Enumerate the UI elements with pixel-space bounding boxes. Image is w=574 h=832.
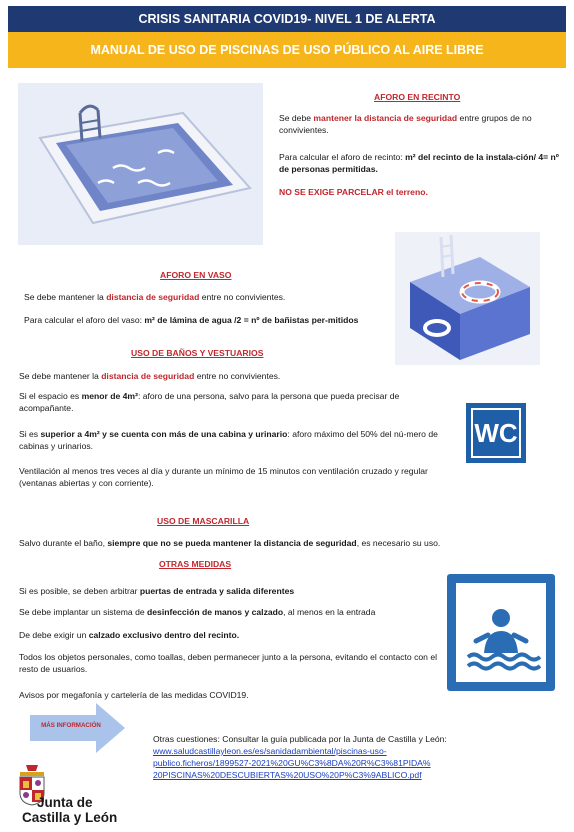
banos-text-2: Si el espacio es menor de 4m²: aforo de una persona, salvo para la persona que pueda precisar de acompañante. <box>19 391 400 414</box>
aforo-vaso-text-1: Se debe mantener la distancia de seguridad entre no convivientes. <box>24 292 286 302</box>
logo-text-line-2: Castilla y León <box>22 810 118 825</box>
wc-icon <box>466 403 526 463</box>
header-title-bar: CRISIS SANITARIA COVID19- NIVEL 1 DE ALERTA <box>8 6 566 32</box>
logo-text <box>22 795 117 825</box>
section-title-otras: OTRAS MEDIDAS <box>159 559 232 569</box>
banos-text-1: Se debe mantener la distancia de seguridad entre no convivientes. <box>19 371 281 381</box>
otras-text-5: Avisos por megafonía y cartelería de las medidas COVID19. <box>19 690 249 700</box>
otras-text-2: Se debe implantar un sistema de desinfección de manos y calzado, al menos en la entrada <box>19 607 376 617</box>
section-title-mascarilla: USO DE MASCARILLA <box>157 516 250 526</box>
guide-link[interactable] <box>153 745 553 782</box>
pool-illustration <box>18 83 263 245</box>
header-subtitle-bar: MANUAL DE USO DE PISCINAS DE USO PÚBLICO AL AIRE LIBRE <box>8 32 566 68</box>
footer-info-text: Otras cuestiones: Consultar la guía publicada por la Junta de Castilla y León: <box>153 734 447 744</box>
wc-icon-label: WC <box>471 408 521 458</box>
aforo-recinto-text-2: Para calcular el aforo de recinto: m² del recinto de la instala-ción/ 4= nº de personas permitidas. <box>279 152 559 175</box>
banos-text-4: Ventilación al menos tres veces al día y durante un mínimo de 15 minutos con ventilación cruzado y regular (ventanas abiertas y con corriente). <box>19 466 428 489</box>
more-info-arrow[interactable] <box>30 703 125 753</box>
otras-text-1: Si es posible, se deben arbitrar puertas de entrada y salida diferentes <box>19 586 295 596</box>
swimmer-icon <box>447 574 555 691</box>
section-title-banos: USO DE BAÑOS Y VESTUARIOS <box>131 348 264 358</box>
aforo-vaso-text-2: Para calcular el aforo del vaso: m² de lámina de agua /2 = nº de bañistas per-mitidos <box>24 315 359 325</box>
section-title-aforo-vaso: AFORO EN VASO <box>160 270 232 280</box>
otras-text-3: De debe exigir un calzado exclusivo dentro del recinto. <box>19 630 240 640</box>
more-info-label: MÁS INFORMACIÓN <box>41 722 101 729</box>
aforo-recinto-text-3: NO SE EXIGE PARCELAR el terreno. <box>279 187 428 197</box>
section-title-aforo-recinto: AFORO EN RECINTO <box>374 92 461 102</box>
guide-link-line-2: publico.ficheros/1899527-2021%20GU%C3%8DA%20R%C3%81PIDA% <box>153 758 431 769</box>
guide-link-line-1: www.saludcastillayleon.es/es/sanidadambiental/piscinas-uso- <box>153 746 387 756</box>
banos-text-3: Si es superior a 4m² y se cuenta con más de una cabina y urinario: aforo máximo del 50% del nú-mero de cabinas y urinarios. <box>19 429 438 452</box>
aforo-recinto-text-1: Se debe mantener la distancia de seguridad entre grupos de no convivientes. <box>279 113 532 136</box>
pool-cube-illustration <box>395 232 540 365</box>
otras-text-4: Todos los objetos personales, como toallas, deben permanecer junto a la persona, evitando el contacto con el resto de usuarios. <box>19 652 438 675</box>
mascarilla-text: Salvo durante el baño, siempre que no se pueda mantener la distancia de seguridad, es necesario su uso. <box>19 538 441 548</box>
guide-link-line-3: 20PISCINAS%20DESCUBIERTAS%20USO%20P%C3%9ABLICO.pdf <box>153 770 422 781</box>
logo-text-line-1: Junta de <box>37 795 93 810</box>
